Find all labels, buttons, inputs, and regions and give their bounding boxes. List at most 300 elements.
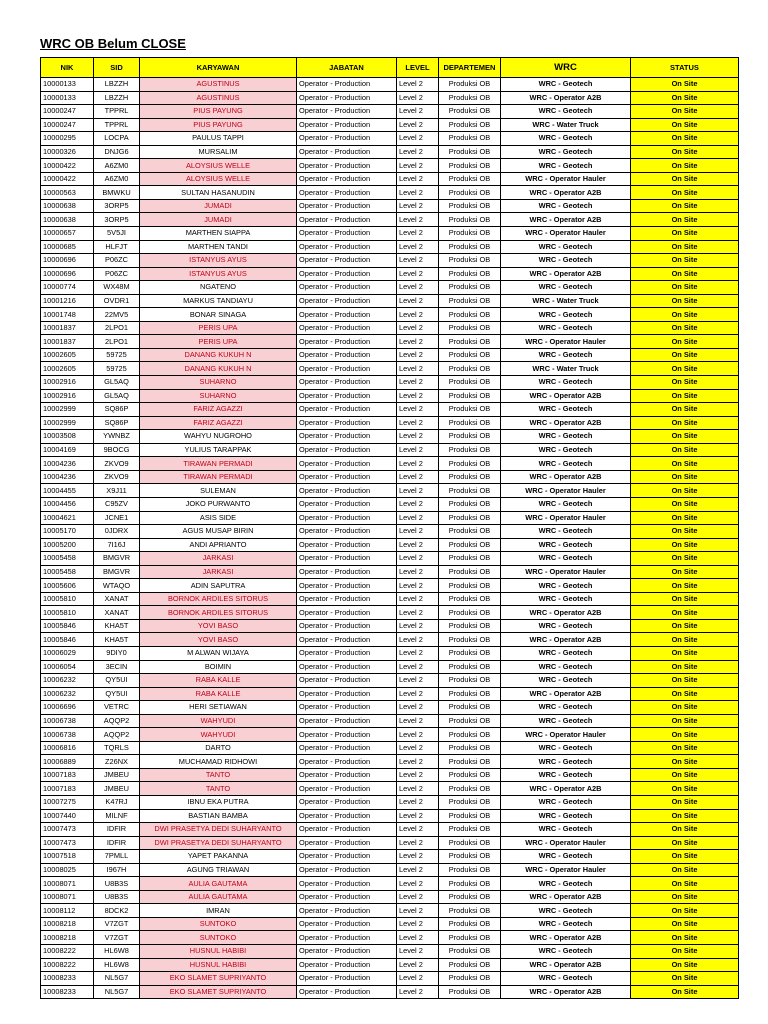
cell-level: Level 2: [397, 579, 439, 593]
cell-level: Level 2: [397, 118, 439, 132]
cell-karyawan: HUSNUL HABIBI: [140, 958, 297, 972]
cell-status: On Site: [631, 904, 739, 918]
cell-wrc: WRC - Geotech: [501, 105, 631, 119]
cell-wrc: WRC - Geotech: [501, 741, 631, 755]
cell-level: Level 2: [397, 741, 439, 755]
cell-sid: ZKVO9: [94, 457, 140, 471]
cell-status: On Site: [631, 308, 739, 322]
cell-status: On Site: [631, 281, 739, 295]
cell-wrc: WRC - Operator Hauler: [501, 335, 631, 349]
cell-jabatan: Operator - Production: [297, 890, 397, 904]
cell-level: Level 2: [397, 728, 439, 742]
cell-jabatan: Operator - Production: [297, 294, 397, 308]
cell-nik: 10000685: [41, 240, 94, 254]
cell-wrc: WRC - Water Truck: [501, 294, 631, 308]
cell-sid: NL5G7: [94, 972, 140, 986]
cell-status: On Site: [631, 511, 739, 525]
cell-karyawan: ISTANYUS AYUS: [140, 254, 297, 268]
cell-departemen: Produksi OB: [439, 186, 501, 200]
cell-jabatan: Operator - Production: [297, 782, 397, 796]
cell-status: On Site: [631, 755, 739, 769]
table-row[interactable]: [41, 118, 739, 132]
cell-nik: 10006738: [41, 728, 94, 742]
cell-sid: 59725: [94, 348, 140, 362]
table-row[interactable]: [41, 348, 739, 362]
cell-sid: JCNE1: [94, 511, 140, 525]
cell-karyawan: DWI PRASETYA DEDI SUHARYANTO: [140, 823, 297, 837]
cell-level: Level 2: [397, 105, 439, 119]
cell-wrc: WRC - Geotech: [501, 660, 631, 674]
table-row[interactable]: [41, 443, 739, 457]
cell-jabatan: Operator - Production: [297, 118, 397, 132]
cell-status: On Site: [631, 728, 739, 742]
cell-wrc: WRC - Geotech: [501, 755, 631, 769]
table-row[interactable]: [41, 606, 739, 620]
cell-wrc: WRC - Geotech: [501, 376, 631, 390]
cell-wrc: WRC - Geotech: [501, 199, 631, 213]
table-row[interactable]: [41, 105, 739, 119]
cell-status: On Site: [631, 457, 739, 471]
cell-jabatan: Operator - Production: [297, 91, 397, 105]
cell-departemen: Produksi OB: [439, 904, 501, 918]
table-row[interactable]: [41, 254, 739, 268]
cell-status: On Site: [631, 985, 739, 999]
cell-sid: BMGVR: [94, 565, 140, 579]
cell-karyawan: SULEMAN: [140, 484, 297, 498]
cell-karyawan: JUMADI: [140, 199, 297, 213]
table-row[interactable]: [41, 809, 739, 823]
cell-sid: QY5UI: [94, 687, 140, 701]
cell-karyawan: PIUS PAYUNG: [140, 105, 297, 119]
cell-status: On Site: [631, 470, 739, 484]
cell-departemen: Produksi OB: [439, 335, 501, 349]
cell-sid: TPPRL: [94, 118, 140, 132]
cell-status: On Site: [631, 795, 739, 809]
table-row[interactable]: [41, 389, 739, 403]
cell-level: Level 2: [397, 213, 439, 227]
table-row[interactable]: [41, 972, 739, 986]
cell-wrc: WRC - Operator A2B: [501, 186, 631, 200]
cell-karyawan: TIRAWAN PERMADI: [140, 457, 297, 471]
cell-wrc: WRC - Geotech: [501, 497, 631, 511]
cell-karyawan: DARTO: [140, 741, 297, 755]
table-row[interactable]: [41, 308, 739, 322]
cell-sid: AQQP2: [94, 728, 140, 742]
table-row[interactable]: [41, 985, 739, 999]
table-row[interactable]: [41, 91, 739, 105]
table-row[interactable]: [41, 579, 739, 593]
table-row[interactable]: [41, 863, 739, 877]
table-row[interactable]: [41, 552, 739, 566]
cell-jabatan: Operator - Production: [297, 240, 397, 254]
cell-wrc: WRC - Geotech: [501, 403, 631, 417]
cell-nik: 10000696: [41, 267, 94, 281]
cell-level: Level 2: [397, 674, 439, 688]
table-row[interactable]: [41, 511, 739, 525]
cell-nik: 10005846: [41, 619, 94, 633]
cell-departemen: Produksi OB: [439, 105, 501, 119]
cell-status: On Site: [631, 348, 739, 362]
cell-nik: 10004621: [41, 511, 94, 525]
cell-status: On Site: [631, 646, 739, 660]
table-row[interactable]: [41, 782, 739, 796]
cell-wrc: WRC - Geotech: [501, 430, 631, 444]
cell-nik: 10008025: [41, 863, 94, 877]
cell-karyawan: MARTHEN SIAPPA: [140, 227, 297, 241]
cell-sid: 59725: [94, 362, 140, 376]
table-row[interactable]: [41, 619, 739, 633]
table-row[interactable]: [41, 403, 739, 417]
table-row[interactable]: [41, 362, 739, 376]
cell-jabatan: Operator - Production: [297, 105, 397, 119]
cell-nik: 10007473: [41, 823, 94, 837]
cell-jabatan: Operator - Production: [297, 362, 397, 376]
cell-jabatan: Operator - Production: [297, 227, 397, 241]
cell-status: On Site: [631, 836, 739, 850]
cell-departemen: Produksi OB: [439, 376, 501, 390]
cell-jabatan: Operator - Production: [297, 199, 397, 213]
column-header-departemen[interactable]: DEPARTEMEN: [439, 58, 501, 78]
cell-nik: 10002999: [41, 403, 94, 417]
table-row[interactable]: [41, 376, 739, 390]
cell-jabatan: Operator - Production: [297, 836, 397, 850]
cell-karyawan: RABA KALLE: [140, 674, 297, 688]
table-row[interactable]: [41, 240, 739, 254]
cell-nik: 10000638: [41, 213, 94, 227]
cell-status: On Site: [631, 213, 739, 227]
cell-wrc: WRC - Geotech: [501, 768, 631, 782]
cell-sid: 3ECIN: [94, 660, 140, 674]
cell-jabatan: Operator - Production: [297, 592, 397, 606]
cell-nik: 10007518: [41, 850, 94, 864]
cell-level: Level 2: [397, 768, 439, 782]
cell-departemen: Produksi OB: [439, 755, 501, 769]
cell-status: On Site: [631, 741, 739, 755]
cell-level: Level 2: [397, 416, 439, 430]
table-row[interactable]: [41, 592, 739, 606]
cell-wrc: WRC - Operator A2B: [501, 931, 631, 945]
cell-sid: ZKVO9: [94, 470, 140, 484]
table-row[interactable]: [41, 728, 739, 742]
cell-wrc: WRC - Operator A2B: [501, 782, 631, 796]
cell-sid: 2LPO1: [94, 335, 140, 349]
cell-sid: GL5AQ: [94, 376, 140, 390]
column-header-sid[interactable]: SID: [94, 58, 140, 78]
table-row[interactable]: [41, 958, 739, 972]
table-row[interactable]: [41, 741, 739, 755]
column-header-jabatan[interactable]: JABATAN: [297, 58, 397, 78]
table-row[interactable]: [41, 281, 739, 295]
cell-departemen: Produksi OB: [439, 132, 501, 146]
cell-level: Level 2: [397, 376, 439, 390]
cell-status: On Site: [631, 376, 739, 390]
cell-departemen: Produksi OB: [439, 592, 501, 606]
cell-departemen: Produksi OB: [439, 809, 501, 823]
cell-sid: 22MV5: [94, 308, 140, 322]
cell-wrc: WRC - Operator Hauler: [501, 227, 631, 241]
cell-departemen: Produksi OB: [439, 633, 501, 647]
table-row[interactable]: [41, 525, 739, 539]
cell-jabatan: Operator - Production: [297, 321, 397, 335]
cell-departemen: Produksi OB: [439, 159, 501, 173]
table-row[interactable]: [41, 823, 739, 837]
cell-level: Level 2: [397, 348, 439, 362]
cell-sid: QY5UI: [94, 674, 140, 688]
cell-nik: 10006029: [41, 646, 94, 660]
table-row[interactable]: [41, 78, 739, 92]
table-row[interactable]: [41, 768, 739, 782]
table-body: [41, 78, 739, 999]
table-row[interactable]: [41, 674, 739, 688]
table-row[interactable]: [41, 457, 739, 471]
cell-wrc: WRC - Geotech: [501, 701, 631, 715]
cell-departemen: Produksi OB: [439, 172, 501, 186]
cell-wrc: WRC - Water Truck: [501, 118, 631, 132]
table-row[interactable]: [41, 159, 739, 173]
table-row[interactable]: [41, 917, 739, 931]
cell-departemen: Produksi OB: [439, 321, 501, 335]
cell-sid: 5V5JI: [94, 227, 140, 241]
cell-nik: 10000657: [41, 227, 94, 241]
column-header-status[interactable]: STATUS: [631, 58, 739, 78]
cell-nik: 10006816: [41, 741, 94, 755]
cell-nik: 10000638: [41, 199, 94, 213]
cell-departemen: Produksi OB: [439, 281, 501, 295]
cell-status: On Site: [631, 565, 739, 579]
cell-level: Level 2: [397, 145, 439, 159]
cell-karyawan: WAHYUDI: [140, 728, 297, 742]
cell-level: Level 2: [397, 592, 439, 606]
cell-nik: 10000422: [41, 159, 94, 173]
table-row[interactable]: [41, 904, 739, 918]
cell-karyawan: PERIS UPA: [140, 335, 297, 349]
column-header-wrc[interactable]: WRC: [501, 58, 631, 78]
cell-wrc: WRC - Operator Hauler: [501, 172, 631, 186]
cell-level: Level 2: [397, 972, 439, 986]
cell-karyawan: DANANG KUKUH N: [140, 348, 297, 362]
table-row[interactable]: [41, 850, 739, 864]
cell-nik: 10000563: [41, 186, 94, 200]
cell-status: On Site: [631, 430, 739, 444]
cell-nik: 10005200: [41, 538, 94, 552]
cell-wrc: WRC - Operator A2B: [501, 389, 631, 403]
cell-sid: XANAT: [94, 592, 140, 606]
table-row[interactable]: [41, 172, 739, 186]
cell-departemen: Produksi OB: [439, 118, 501, 132]
table-row[interactable]: [41, 755, 739, 769]
column-header-nik[interactable]: NIK: [41, 58, 94, 78]
table-row[interactable]: [41, 795, 739, 809]
cell-karyawan: JARKASI: [140, 565, 297, 579]
table-row[interactable]: [41, 186, 739, 200]
cell-nik: 10004236: [41, 470, 94, 484]
cell-sid: SQ86P: [94, 403, 140, 417]
cell-status: On Site: [631, 416, 739, 430]
table-row[interactable]: [41, 890, 739, 904]
cell-sid: V7ZGT: [94, 917, 140, 931]
cell-status: On Site: [631, 633, 739, 647]
cell-nik: 10000696: [41, 254, 94, 268]
cell-departemen: Produksi OB: [439, 470, 501, 484]
cell-karyawan: MARKUS TANDIAYU: [140, 294, 297, 308]
table-row[interactable]: [41, 227, 739, 241]
cell-status: On Site: [631, 159, 739, 173]
cell-sid: U8B3S: [94, 890, 140, 904]
cell-departemen: Produksi OB: [439, 701, 501, 715]
cell-karyawan: AULIA GAUTAMA: [140, 877, 297, 891]
cell-jabatan: Operator - Production: [297, 132, 397, 146]
cell-wrc: WRC - Geotech: [501, 348, 631, 362]
table-row[interactable]: [41, 132, 739, 146]
cell-sid: LBZZH: [94, 91, 140, 105]
cell-karyawan: IBNU EKA PUTRA: [140, 795, 297, 809]
table-row[interactable]: [41, 931, 739, 945]
cell-jabatan: Operator - Production: [297, 985, 397, 999]
table-row[interactable]: [41, 877, 739, 891]
cell-nik: 10008233: [41, 985, 94, 999]
table-row[interactable]: [41, 687, 739, 701]
cell-nik: 10008218: [41, 917, 94, 931]
cell-nik: 10005458: [41, 552, 94, 566]
column-header-karyawan[interactable]: KARYAWAN: [140, 58, 297, 78]
cell-level: Level 2: [397, 389, 439, 403]
table-row[interactable]: [41, 484, 739, 498]
cell-jabatan: Operator - Production: [297, 633, 397, 647]
cell-jabatan: Operator - Production: [297, 795, 397, 809]
cell-karyawan: BASTIAN BAMBA: [140, 809, 297, 823]
cell-nik: 10008222: [41, 958, 94, 972]
table-row[interactable]: [41, 416, 739, 430]
cell-karyawan: IMRAN: [140, 904, 297, 918]
cell-karyawan: YOVI BASO: [140, 633, 297, 647]
cell-karyawan: EKO SLAMET SUPRIYANTO: [140, 972, 297, 986]
cell-wrc: WRC - Operator A2B: [501, 687, 631, 701]
cell-karyawan: JUMADI: [140, 213, 297, 227]
cell-sid: SQ86P: [94, 416, 140, 430]
cell-level: Level 2: [397, 863, 439, 877]
cell-jabatan: Operator - Production: [297, 701, 397, 715]
cell-level: Level 2: [397, 281, 439, 295]
table-row[interactable]: [41, 633, 739, 647]
cell-wrc: WRC - Geotech: [501, 281, 631, 295]
cell-departemen: Produksi OB: [439, 687, 501, 701]
cell-departemen: Produksi OB: [439, 511, 501, 525]
cell-wrc: WRC - Operator Hauler: [501, 565, 631, 579]
cell-sid: GL5AQ: [94, 389, 140, 403]
cell-level: Level 2: [397, 430, 439, 444]
cell-wrc: WRC - Operator Hauler: [501, 836, 631, 850]
cell-karyawan: RABA KALLE: [140, 687, 297, 701]
cell-level: Level 2: [397, 660, 439, 674]
cell-sid: Z26NX: [94, 755, 140, 769]
cell-level: Level 2: [397, 78, 439, 92]
cell-status: On Site: [631, 172, 739, 186]
cell-nik: 10003508: [41, 430, 94, 444]
cell-sid: U8B3S: [94, 877, 140, 891]
cell-karyawan: JARKASI: [140, 552, 297, 566]
table-row[interactable]: [41, 646, 739, 660]
table-row[interactable]: [41, 660, 739, 674]
cell-wrc: WRC - Geotech: [501, 159, 631, 173]
cell-status: On Site: [631, 254, 739, 268]
table-row[interactable]: [41, 335, 739, 349]
cell-sid: V7ZGT: [94, 931, 140, 945]
table-row[interactable]: [41, 945, 739, 959]
cell-wrc: WRC - Geotech: [501, 308, 631, 322]
table-row[interactable]: [41, 701, 739, 715]
cell-jabatan: Operator - Production: [297, 917, 397, 931]
cell-level: Level 2: [397, 646, 439, 660]
cell-karyawan: FARIZ AGAZZI: [140, 416, 297, 430]
cell-nik: 10002999: [41, 416, 94, 430]
cell-level: Level 2: [397, 308, 439, 322]
cell-departemen: Produksi OB: [439, 728, 501, 742]
table-row[interactable]: [41, 470, 739, 484]
cell-level: Level 2: [397, 227, 439, 241]
cell-wrc: WRC - Operator Hauler: [501, 484, 631, 498]
cell-departemen: Produksi OB: [439, 741, 501, 755]
cell-sid: BMGVR: [94, 552, 140, 566]
cell-nik: 10007183: [41, 782, 94, 796]
cell-wrc: WRC - Operator A2B: [501, 633, 631, 647]
table-row[interactable]: [41, 836, 739, 850]
cell-departemen: Produksi OB: [439, 497, 501, 511]
cell-jabatan: Operator - Production: [297, 741, 397, 755]
cell-departemen: Produksi OB: [439, 823, 501, 837]
cell-level: Level 2: [397, 958, 439, 972]
cell-wrc: WRC - Operator A2B: [501, 213, 631, 227]
cell-karyawan: PERIS UPA: [140, 321, 297, 335]
table-row[interactable]: [41, 213, 739, 227]
cell-sid: 7I16J: [94, 538, 140, 552]
cell-departemen: Produksi OB: [439, 863, 501, 877]
table-row[interactable]: [41, 565, 739, 579]
cell-status: On Site: [631, 958, 739, 972]
cell-jabatan: Operator - Production: [297, 213, 397, 227]
cell-status: On Site: [631, 972, 739, 986]
table-row[interactable]: [41, 538, 739, 552]
table-row[interactable]: [41, 294, 739, 308]
cell-departemen: Produksi OB: [439, 619, 501, 633]
column-header-level[interactable]: LEVEL: [397, 58, 439, 78]
table-row[interactable]: [41, 145, 739, 159]
cell-status: On Site: [631, 606, 739, 620]
cell-jabatan: Operator - Production: [297, 660, 397, 674]
cell-level: Level 2: [397, 795, 439, 809]
table-row[interactable]: [41, 267, 739, 281]
cell-nik: 10002916: [41, 389, 94, 403]
cell-jabatan: Operator - Production: [297, 728, 397, 742]
cell-jabatan: Operator - Production: [297, 497, 397, 511]
cell-wrc: WRC - Water Truck: [501, 362, 631, 376]
table-row[interactable]: [41, 430, 739, 444]
table-row[interactable]: [41, 497, 739, 511]
cell-sid: BMWKU: [94, 186, 140, 200]
cell-departemen: Produksi OB: [439, 78, 501, 92]
cell-sid: KHA5T: [94, 619, 140, 633]
cell-nik: 10001837: [41, 335, 94, 349]
table-row[interactable]: [41, 321, 739, 335]
cell-level: Level 2: [397, 362, 439, 376]
table-row[interactable]: [41, 199, 739, 213]
table-row[interactable]: [41, 714, 739, 728]
cell-karyawan: JOKO PURWANTO: [140, 497, 297, 511]
cell-nik: 10008071: [41, 890, 94, 904]
cell-wrc: WRC - Geotech: [501, 877, 631, 891]
cell-status: On Site: [631, 240, 739, 254]
cell-departemen: Produksi OB: [439, 931, 501, 945]
cell-departemen: Produksi OB: [439, 430, 501, 444]
